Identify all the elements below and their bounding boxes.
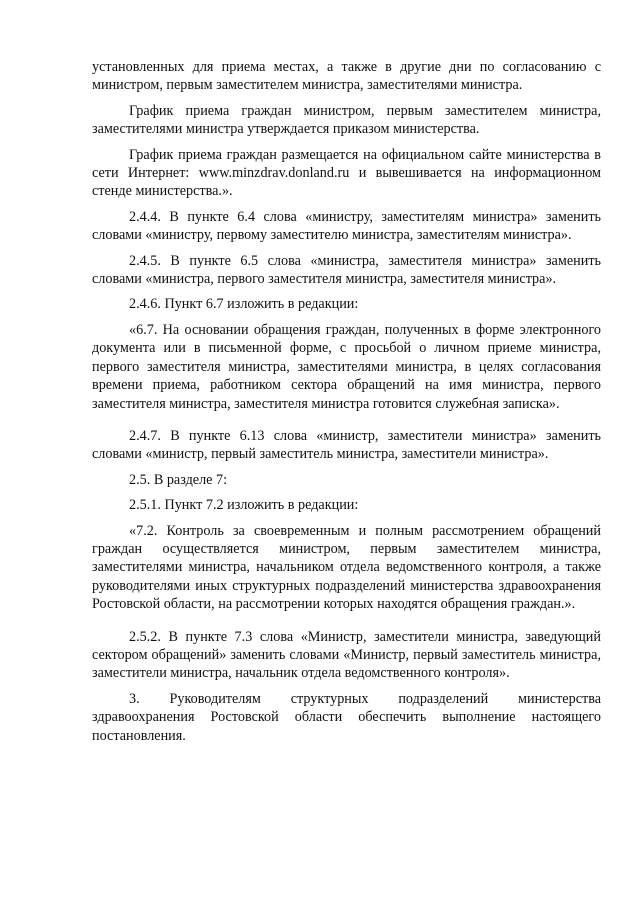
paragraph-2-5-1: 2.5.1. Пункт 7.2 изложить в редакции:: [129, 497, 359, 514]
paragraph-2-4-5: 2.4.5. В пункте 6.5 слова «министра, заместителя министра» заменить словами «министра, первого заместителя министра, заместителя министра».: [92, 252, 601, 288]
paragraph-6-7-text: «6.7. На основании обращения граждан, полученных в форме электронного документа или в письменной форме, с просьбой о личном приеме министра, первого заместителя министра, заместителями министра, в целях согласования времени приема, работником сектора обращений на имя министра, первого заместителя министра, заместителя министра готовится служебная записка».: [92, 321, 601, 412]
paragraph-schedule-approval: График приема граждан министром, первым заместителем министра, заместителями министра утверждается приказом министерства.: [92, 102, 601, 138]
paragraph-3: 3. Руководителям структурных подразделений министерства здравоохранения Ростовской области обеспечить выполнение настоящего постановления.: [92, 690, 601, 744]
paragraph-2-4-4: 2.4.4. В пункте 6.4 слова «министру, заместителям министра» заменить словами «министру, первому заместителю министра, заместителям министра».: [92, 208, 601, 244]
paragraph-2-4-7: 2.4.7. В пункте 6.13 слова «министр, заместители министра» заменить словами «министр, первый заместитель министра, заместители министра».: [92, 427, 601, 463]
paragraph-7-2-text: «7.2. Контроль за своевременным и полным рассмотрением обращений граждан осуществляется министром, первым заместителем министра, заместителями министра, начальником отдела ведомственного контроля, а также руководителями иных структурных подразделений министерства здравоохранения Ростовской области, на рассмотрении которых находятся обращения граждан.».: [92, 522, 601, 613]
paragraph-reception-places: установленных для приема местах, а также в другие дни по согласованию с министром, первым заместителем министра, заместителями министра.: [92, 59, 601, 94]
paragraph-2-5-2: 2.5.2. В пункте 7.3 слова «Министр, заместители министра, заведующий сектором обращений» заменить словами «Министр, первый заместитель министра, заместители министра, начальник отдела ведомственного контроля».: [92, 628, 601, 682]
paragraph-2-5: 2.5. В разделе 7:: [129, 471, 228, 488]
paragraph-2-4-6: 2.4.6. Пункт 6.7 изложить в редакции:: [129, 296, 359, 313]
paragraph-schedule-publication: График приема граждан размещается на официальном сайте министерства в сети Интернет: www.minzdrav.donland.ru и вывешивается на информационном стенде министерства.».: [92, 146, 601, 200]
document-page: [92, 58, 601, 752]
